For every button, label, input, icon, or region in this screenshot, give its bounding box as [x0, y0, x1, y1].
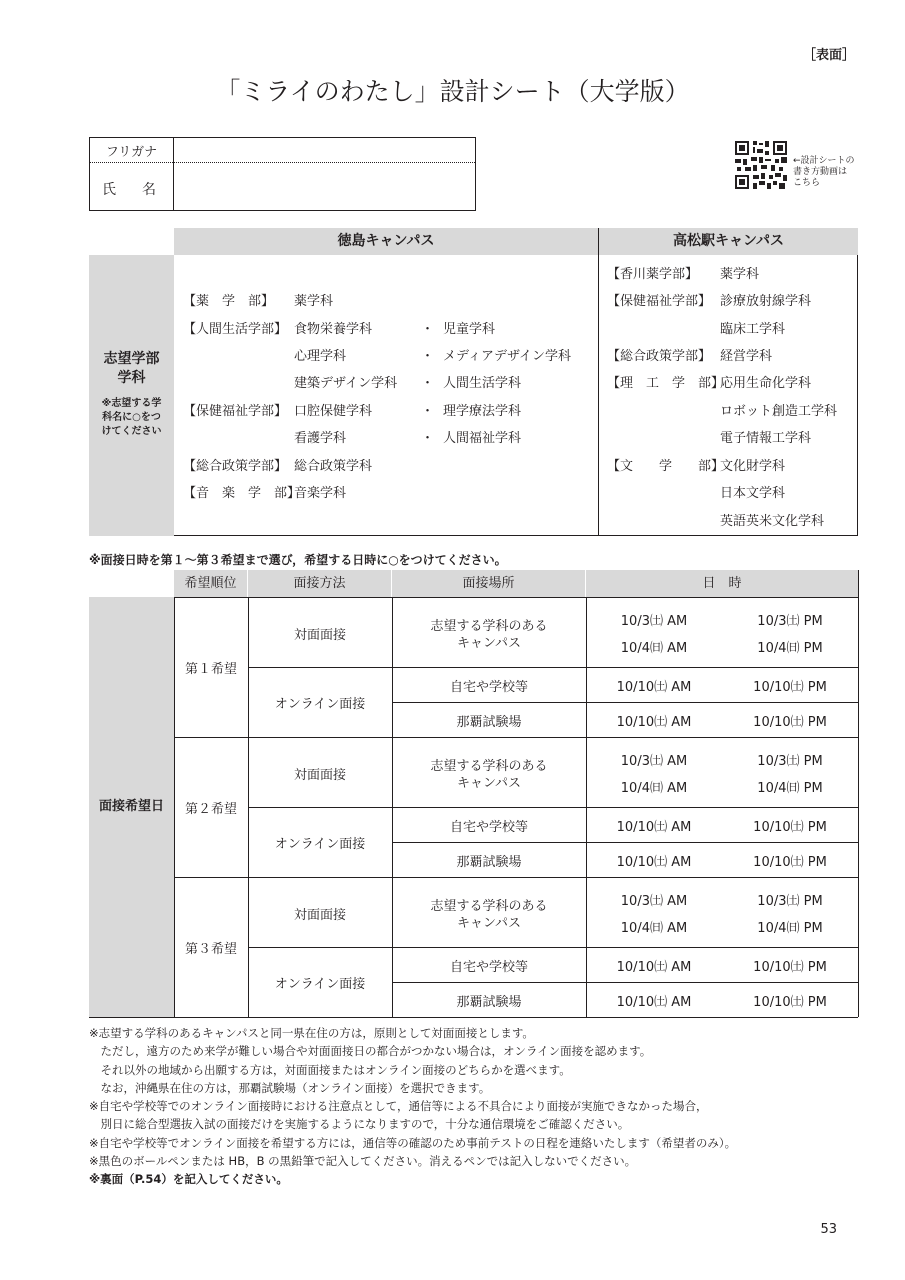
- rank-label: 第２希望: [184, 802, 237, 817]
- date-slot[interactable]: 10/3㈯ AM: [620, 894, 688, 909]
- footnote-line: それ以外の地域から出願する方は，対面面接またはオンライン面接のどちらかを選べます。: [89, 1062, 571, 1077]
- place-naha: 那覇試験場: [456, 715, 522, 730]
- faculty-label: 【総合政策学部】: [607, 349, 712, 364]
- name-label: 氏名: [102, 182, 182, 198]
- department-option[interactable]: 理学療法学科: [443, 404, 522, 419]
- department-option[interactable]: メディアデザイン学科: [443, 349, 572, 364]
- header-place: 面接場所: [392, 570, 585, 597]
- date-slot[interactable]: 10/3㈯ PM: [757, 894, 823, 909]
- place-campus-line2: キャンパス: [456, 636, 522, 651]
- faculty-label: 【保健福祉学部】: [607, 294, 712, 309]
- tokushima-campus-header: 徳島キャンパス: [174, 228, 598, 255]
- list-dot: ・: [421, 376, 435, 391]
- date-slot[interactable]: 10/4㈰ PM: [757, 781, 823, 796]
- department-option[interactable]: 経営学科: [720, 349, 773, 364]
- department-option[interactable]: 薬学科: [294, 294, 334, 309]
- date-slot[interactable]: 10/10㈯ PM: [753, 855, 827, 870]
- campus-divider: [598, 228, 599, 536]
- faculty-label: 【文 学 部】: [607, 459, 725, 474]
- method-online: オンライン面接: [274, 837, 366, 852]
- date-slot[interactable]: 10/3㈯ PM: [757, 754, 823, 769]
- date-slot[interactable]: 10/10㈯ AM: [616, 820, 692, 835]
- place-campus-line1: 志望する学科のある: [430, 759, 548, 774]
- department-side-label: 志望学部 学科 ※志望する学 科名に○をつ けてください: [89, 255, 174, 536]
- name-field[interactable]: [174, 163, 475, 210]
- footnote-line: ※自宅や学校等でのオンライン面接時における注意点として，通信等による不具合により面接が実施できなかった場合，: [89, 1099, 708, 1114]
- header-rank: 希望順位: [174, 570, 247, 597]
- date-slot[interactable]: 10/10㈯ AM: [616, 680, 692, 695]
- date-slot[interactable]: 10/10㈯ PM: [753, 820, 827, 835]
- footnote-line: ※自宅や学校等でオンライン面接を希望する方には，通信等の確認のため事前テストの日程を連絡いたします（希望者のみ）。: [89, 1135, 737, 1150]
- qr-note: ←設計シートの 書き方動画は こちら: [793, 156, 855, 188]
- department-option[interactable]: 診療放射線学科: [720, 294, 812, 309]
- list-dot: ・: [421, 322, 435, 337]
- place-campus-line1: 志望する学科のある: [430, 619, 548, 634]
- department-option[interactable]: 総合政策学科: [294, 459, 373, 474]
- date-slot[interactable]: 10/3㈯ AM: [620, 614, 688, 629]
- department-option[interactable]: 建築デザイン学科: [294, 376, 398, 391]
- date-slot[interactable]: 10/10㈯ PM: [753, 680, 827, 695]
- date-slot[interactable]: 10/10㈯ AM: [616, 715, 692, 730]
- faculty-label: 【香川薬学部】: [607, 267, 699, 282]
- list-dot: ・: [421, 404, 435, 419]
- footnotes: [89, 1024, 736, 1189]
- date-slot[interactable]: 10/10㈯ PM: [753, 715, 827, 730]
- method-online: オンライン面接: [274, 977, 366, 992]
- footnote-line: ただし，遠方のため来学が難しい場合や対面面接日の都合がつかない場合は，オンライン面接を認めます。: [89, 1044, 652, 1059]
- date-slot[interactable]: 10/10㈯ PM: [753, 960, 827, 975]
- name-box: [89, 137, 476, 211]
- department-option[interactable]: 文化財学科: [720, 459, 786, 474]
- method-face: 対面面接: [293, 768, 346, 783]
- department-option[interactable]: 心理学科: [294, 349, 347, 364]
- date-slot[interactable]: 10/10㈯ AM: [616, 960, 692, 975]
- place-naha: 那覇試験場: [456, 995, 522, 1010]
- rank-label: 第１希望: [184, 662, 237, 677]
- faculty-label: 【総合政策学部】: [183, 459, 288, 474]
- list-dot: ・: [421, 349, 435, 364]
- place-campus-line2: キャンパス: [456, 916, 522, 931]
- date-slot[interactable]: 10/4㈰ AM: [620, 921, 688, 936]
- department-option[interactable]: 日本文学科: [720, 486, 786, 501]
- date-slot[interactable]: 10/10㈯ PM: [753, 995, 827, 1010]
- furigana-field[interactable]: [174, 138, 475, 162]
- faculty-label: 【薬 学 部】: [183, 294, 275, 309]
- department-option[interactable]: ロボット創造工学科: [720, 404, 838, 419]
- faculty-label: 【保健福祉学部】: [183, 404, 288, 419]
- side-tag: ［表面］: [802, 48, 855, 63]
- method-face: 対面面接: [293, 628, 346, 643]
- method-online: オンライン面接: [274, 697, 366, 712]
- place-naha: 那覇試験場: [456, 855, 522, 870]
- furigana-label: フリガナ: [105, 145, 158, 160]
- date-slot[interactable]: 10/4㈰ AM: [620, 781, 688, 796]
- qr-code-icon: [733, 139, 789, 191]
- date-slot[interactable]: 10/10㈯ AM: [616, 855, 692, 870]
- faculty-label: 【音 楽 学 部】: [183, 486, 301, 501]
- faculty-label: 【理 工 学 部】: [607, 376, 725, 391]
- date-slot[interactable]: 10/4㈰ PM: [757, 641, 823, 656]
- date-slot[interactable]: 10/3㈯ PM: [757, 614, 823, 629]
- footnote-line: なお，沖縄県在住の方は，那覇試験場（オンライン面接）を選択できます。: [89, 1080, 491, 1095]
- footnote-line: ※黒色のボールペンまたは HB，B の黒鉛筆で記入してください。消えるペンでは記入しないでください。: [89, 1154, 637, 1169]
- date-slot[interactable]: 10/3㈯ AM: [620, 754, 688, 769]
- page-number: 53: [820, 1222, 837, 1237]
- department-option[interactable]: 応用生命化学科: [720, 376, 812, 391]
- footnote-line-bold: ※裏面（P.54）を記入してください。: [89, 1172, 288, 1187]
- department-option[interactable]: 英語英米文化学科: [720, 514, 825, 529]
- department-option[interactable]: 電子情報工学科: [720, 431, 812, 446]
- date-slot[interactable]: 10/4㈰ PM: [757, 921, 823, 936]
- date-slot[interactable]: 10/4㈰ AM: [620, 641, 688, 656]
- department-option[interactable]: 人間生活学科: [443, 376, 522, 391]
- place-home-school: 自宅や学校等: [449, 820, 528, 835]
- page-title: 「ミライのわたし」設計シート（大学版）: [215, 77, 690, 106]
- place-campus-line2: キャンパス: [456, 776, 522, 791]
- header-method: 面接方法: [248, 570, 391, 597]
- department-option[interactable]: 口腔保健学科: [294, 404, 373, 419]
- header-datetime: 日 時: [586, 570, 858, 597]
- interview-note: ※面接日時を第１～第３希望まで選び，希望する日時に○をつけてください。: [89, 553, 507, 567]
- department-option[interactable]: 臨床工学科: [720, 322, 786, 337]
- place-campus-line1: 志望する学科のある: [430, 899, 548, 914]
- department-option[interactable]: 薬学科: [720, 267, 760, 282]
- place-home-school: 自宅や学校等: [449, 680, 528, 695]
- department-option[interactable]: 人間福祉学科: [443, 431, 522, 446]
- faculty-label: 【人間生活学部】: [183, 322, 288, 337]
- date-slot[interactable]: 10/10㈯ AM: [616, 995, 692, 1010]
- department-option[interactable]: 看護学科: [294, 431, 347, 446]
- department-option[interactable]: 児童学科: [443, 322, 496, 337]
- rank-label: 第３希望: [184, 942, 237, 957]
- method-face: 対面面接: [293, 908, 346, 923]
- takamatsu-campus-header: 高松駅キャンパス: [599, 228, 858, 255]
- footnote-line: 別日に総合型選抜入試の面接だけを実施するようになりますので，十分な通信環境をご確認ください。: [89, 1117, 630, 1132]
- place-home-school: 自宅や学校等: [449, 960, 528, 975]
- department-side-note: ※志望する学 科名に○をつ けてください: [101, 398, 162, 437]
- department-option[interactable]: 音楽学科: [294, 486, 347, 501]
- list-dot: ・: [421, 431, 435, 446]
- department-option[interactable]: 食物栄養学科: [294, 322, 373, 337]
- interview-side-label: 面接希望日: [89, 597, 174, 1017]
- footnote-line: ※志望する学科のあるキャンパスと同一県在住の方は，原則として対面面接とします。: [89, 1026, 534, 1040]
